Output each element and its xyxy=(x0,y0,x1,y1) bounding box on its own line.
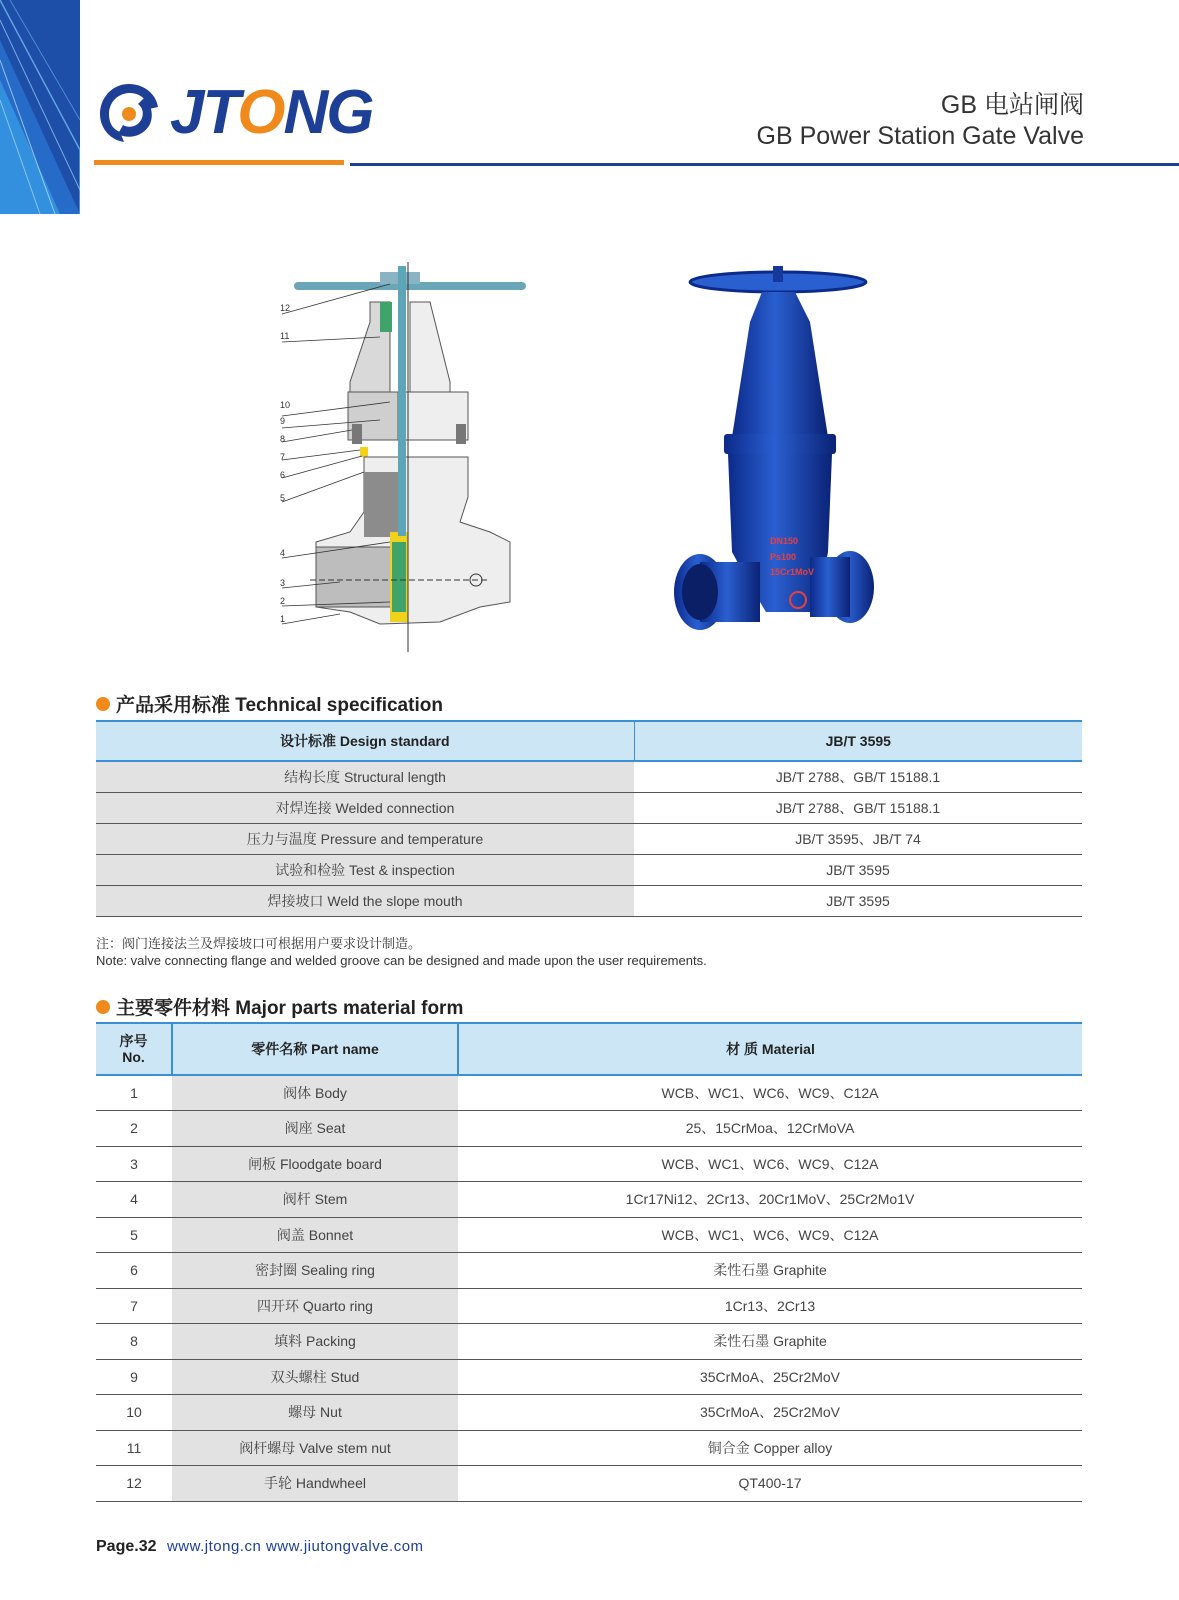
parts-header-material: 材 质 Material xyxy=(458,1023,1082,1075)
spec-label: 试验和检验 Test & inspection xyxy=(96,854,634,885)
table-row xyxy=(96,885,1082,916)
spec-value: JB/T 3595、JB/T 74 xyxy=(634,823,1082,854)
part-no: 11 xyxy=(96,1430,172,1466)
part-material: 35CrMoA、25Cr2MoV xyxy=(458,1359,1082,1395)
drawing-label-10: 10 xyxy=(280,400,291,410)
part-material: 柔性石墨 Graphite xyxy=(458,1324,1082,1360)
spec-value: JB/T 2788、GB/T 15188.1 xyxy=(634,792,1082,823)
part-name: 阀体 Body xyxy=(172,1075,458,1111)
part-material: 1Cr17Ni12、2Cr13、20Cr1MoV、25Cr2Mo1V xyxy=(458,1182,1082,1218)
parts-table xyxy=(96,1022,1082,1502)
spec-value: JB/T 3595 xyxy=(634,885,1082,916)
part-material: 35CrMoA、25Cr2MoV xyxy=(458,1395,1082,1431)
part-name: 填料 Packing xyxy=(172,1324,458,1360)
spec-label: 压力与温度 Pressure and temperature xyxy=(96,823,634,854)
logo-underline xyxy=(94,160,344,165)
part-name: 阀盖 Bonnet xyxy=(172,1217,458,1253)
corner-decoration xyxy=(0,0,80,214)
page-title-en: GB Power Station Gate Valve xyxy=(756,122,1084,150)
table-row xyxy=(96,1324,1082,1360)
drawing-label-7: 7 xyxy=(280,452,286,462)
spec-table-header xyxy=(96,721,1082,761)
part-material: 柔性石墨 Graphite xyxy=(458,1253,1082,1289)
drawing-label-8: 8 xyxy=(280,434,286,444)
spec-table xyxy=(96,720,1082,917)
part-material: WCB、WC1、WC6、WC9、C12A xyxy=(458,1075,1082,1111)
part-name: 四开环 Quarto ring xyxy=(172,1288,458,1324)
table-row xyxy=(96,823,1082,854)
drawing-label-2: 2 xyxy=(280,596,286,606)
parts-table-header xyxy=(96,1023,1082,1075)
drawing-label-3: 3 xyxy=(280,578,286,588)
table-row xyxy=(96,1288,1082,1324)
part-material: WCB、WC1、WC6、WC9、C12A xyxy=(458,1217,1082,1253)
photo-marking-dn: DN150 xyxy=(770,536,799,546)
drawing-label-4: 4 xyxy=(280,548,286,558)
part-no: 9 xyxy=(96,1359,172,1395)
part-material: 铜合金 Copper alloy xyxy=(458,1430,1082,1466)
spec-label: 对焊连接 Welded connection xyxy=(96,792,634,823)
footer-urls[interactable]: www.jtong.cn www.jiutongvalve.com xyxy=(166,1538,424,1555)
parts-header-no: 序号 No. xyxy=(96,1023,172,1075)
photo-marking-material: 15Cr1MoV xyxy=(770,567,815,577)
part-name: 阀杆 Stem xyxy=(172,1182,458,1218)
brand-logo xyxy=(94,78,372,148)
drawing-label-6: 6 xyxy=(280,470,286,480)
part-no: 4 xyxy=(96,1182,172,1218)
part-material: QT400-17 xyxy=(458,1466,1082,1502)
valve-section-drawing xyxy=(280,262,540,662)
spec-label: 焊接坡口 Weld the slope mouth xyxy=(96,885,634,916)
note-en: Note: valve connecting flange and welded groove can be designed and made upon the user requirements. xyxy=(96,953,707,968)
spec-note xyxy=(96,935,707,969)
spec-value: JB/T 2788、GB/T 15188.1 xyxy=(634,761,1082,792)
table-row xyxy=(96,1075,1082,1111)
parts-header-part: 零件名称 Part name xyxy=(172,1023,458,1075)
page-title xyxy=(757,90,1084,152)
page-number: Page.32 xyxy=(96,1538,157,1555)
bullet-icon xyxy=(96,697,110,711)
bullet-icon xyxy=(96,1000,110,1014)
drawing-label-12: 12 xyxy=(280,303,291,313)
part-name: 密封圈 Sealing ring xyxy=(172,1253,458,1289)
header-rule xyxy=(350,163,1179,166)
part-name: 螺母 Nut xyxy=(172,1395,458,1431)
drawing-label-1: 1 xyxy=(280,614,286,624)
table-row xyxy=(96,1359,1082,1395)
table-row xyxy=(96,761,1082,792)
part-name: 手轮 Handwheel xyxy=(172,1466,458,1502)
table-row xyxy=(96,1182,1082,1218)
table-row xyxy=(96,1217,1082,1253)
spec-value: JB/T 3595 xyxy=(634,854,1082,885)
spec-header-value: JB/T 3595 xyxy=(634,721,1082,761)
spec-header-standard: 设计标准 Design standard xyxy=(96,721,634,761)
part-name: 双头螺柱 Stud xyxy=(172,1359,458,1395)
part-name: 阀座 Seat xyxy=(172,1111,458,1147)
part-no: 7 xyxy=(96,1288,172,1324)
table-row xyxy=(96,1430,1082,1466)
part-no: 12 xyxy=(96,1466,172,1502)
part-no: 2 xyxy=(96,1111,172,1147)
part-material: 25、15CrMoa、12CrMoVA xyxy=(458,1111,1082,1147)
part-name: 闸板 Floodgate board xyxy=(172,1146,458,1182)
spec-section-heading: 产品采用标准 Technical specification xyxy=(96,690,443,717)
brand-name: JTONG xyxy=(170,78,373,147)
part-no: 10 xyxy=(96,1395,172,1431)
table-row xyxy=(96,1146,1082,1182)
part-no: 1 xyxy=(96,1075,172,1111)
drawing-label-9: 9 xyxy=(280,416,286,426)
table-row xyxy=(96,1111,1082,1147)
note-cn: 注：阀门连接法兰及焊接坡口可根据用户要求设计制造。 xyxy=(96,936,422,951)
part-no: 5 xyxy=(96,1217,172,1253)
drawing-label-11: 11 xyxy=(280,331,290,341)
drawing-label-5: 5 xyxy=(280,493,286,503)
photo-marking-ps: Ps100 xyxy=(770,552,797,562)
part-material: 1Cr13、2Cr13 xyxy=(458,1288,1082,1324)
table-row xyxy=(96,1395,1082,1431)
parts-section-heading: 主要零件材料 Major parts material form xyxy=(96,993,463,1020)
page-title-cn: GB 电站闸阀 xyxy=(940,91,1084,119)
table-row xyxy=(96,1466,1082,1502)
table-row xyxy=(96,792,1082,823)
part-no: 6 xyxy=(96,1253,172,1289)
table-row xyxy=(96,854,1082,885)
valve-product-photo xyxy=(670,262,890,662)
part-material: WCB、WC1、WC6、WC9、C12A xyxy=(458,1146,1082,1182)
table-row xyxy=(96,1253,1082,1289)
part-no: 3 xyxy=(96,1146,172,1182)
part-name: 阀杆螺母 Valve stem nut xyxy=(172,1430,458,1466)
logo-mark-icon xyxy=(94,78,164,148)
spec-label: 结构长度 Structural length xyxy=(96,761,634,792)
part-no: 8 xyxy=(96,1324,172,1360)
page-footer xyxy=(96,1538,424,1556)
